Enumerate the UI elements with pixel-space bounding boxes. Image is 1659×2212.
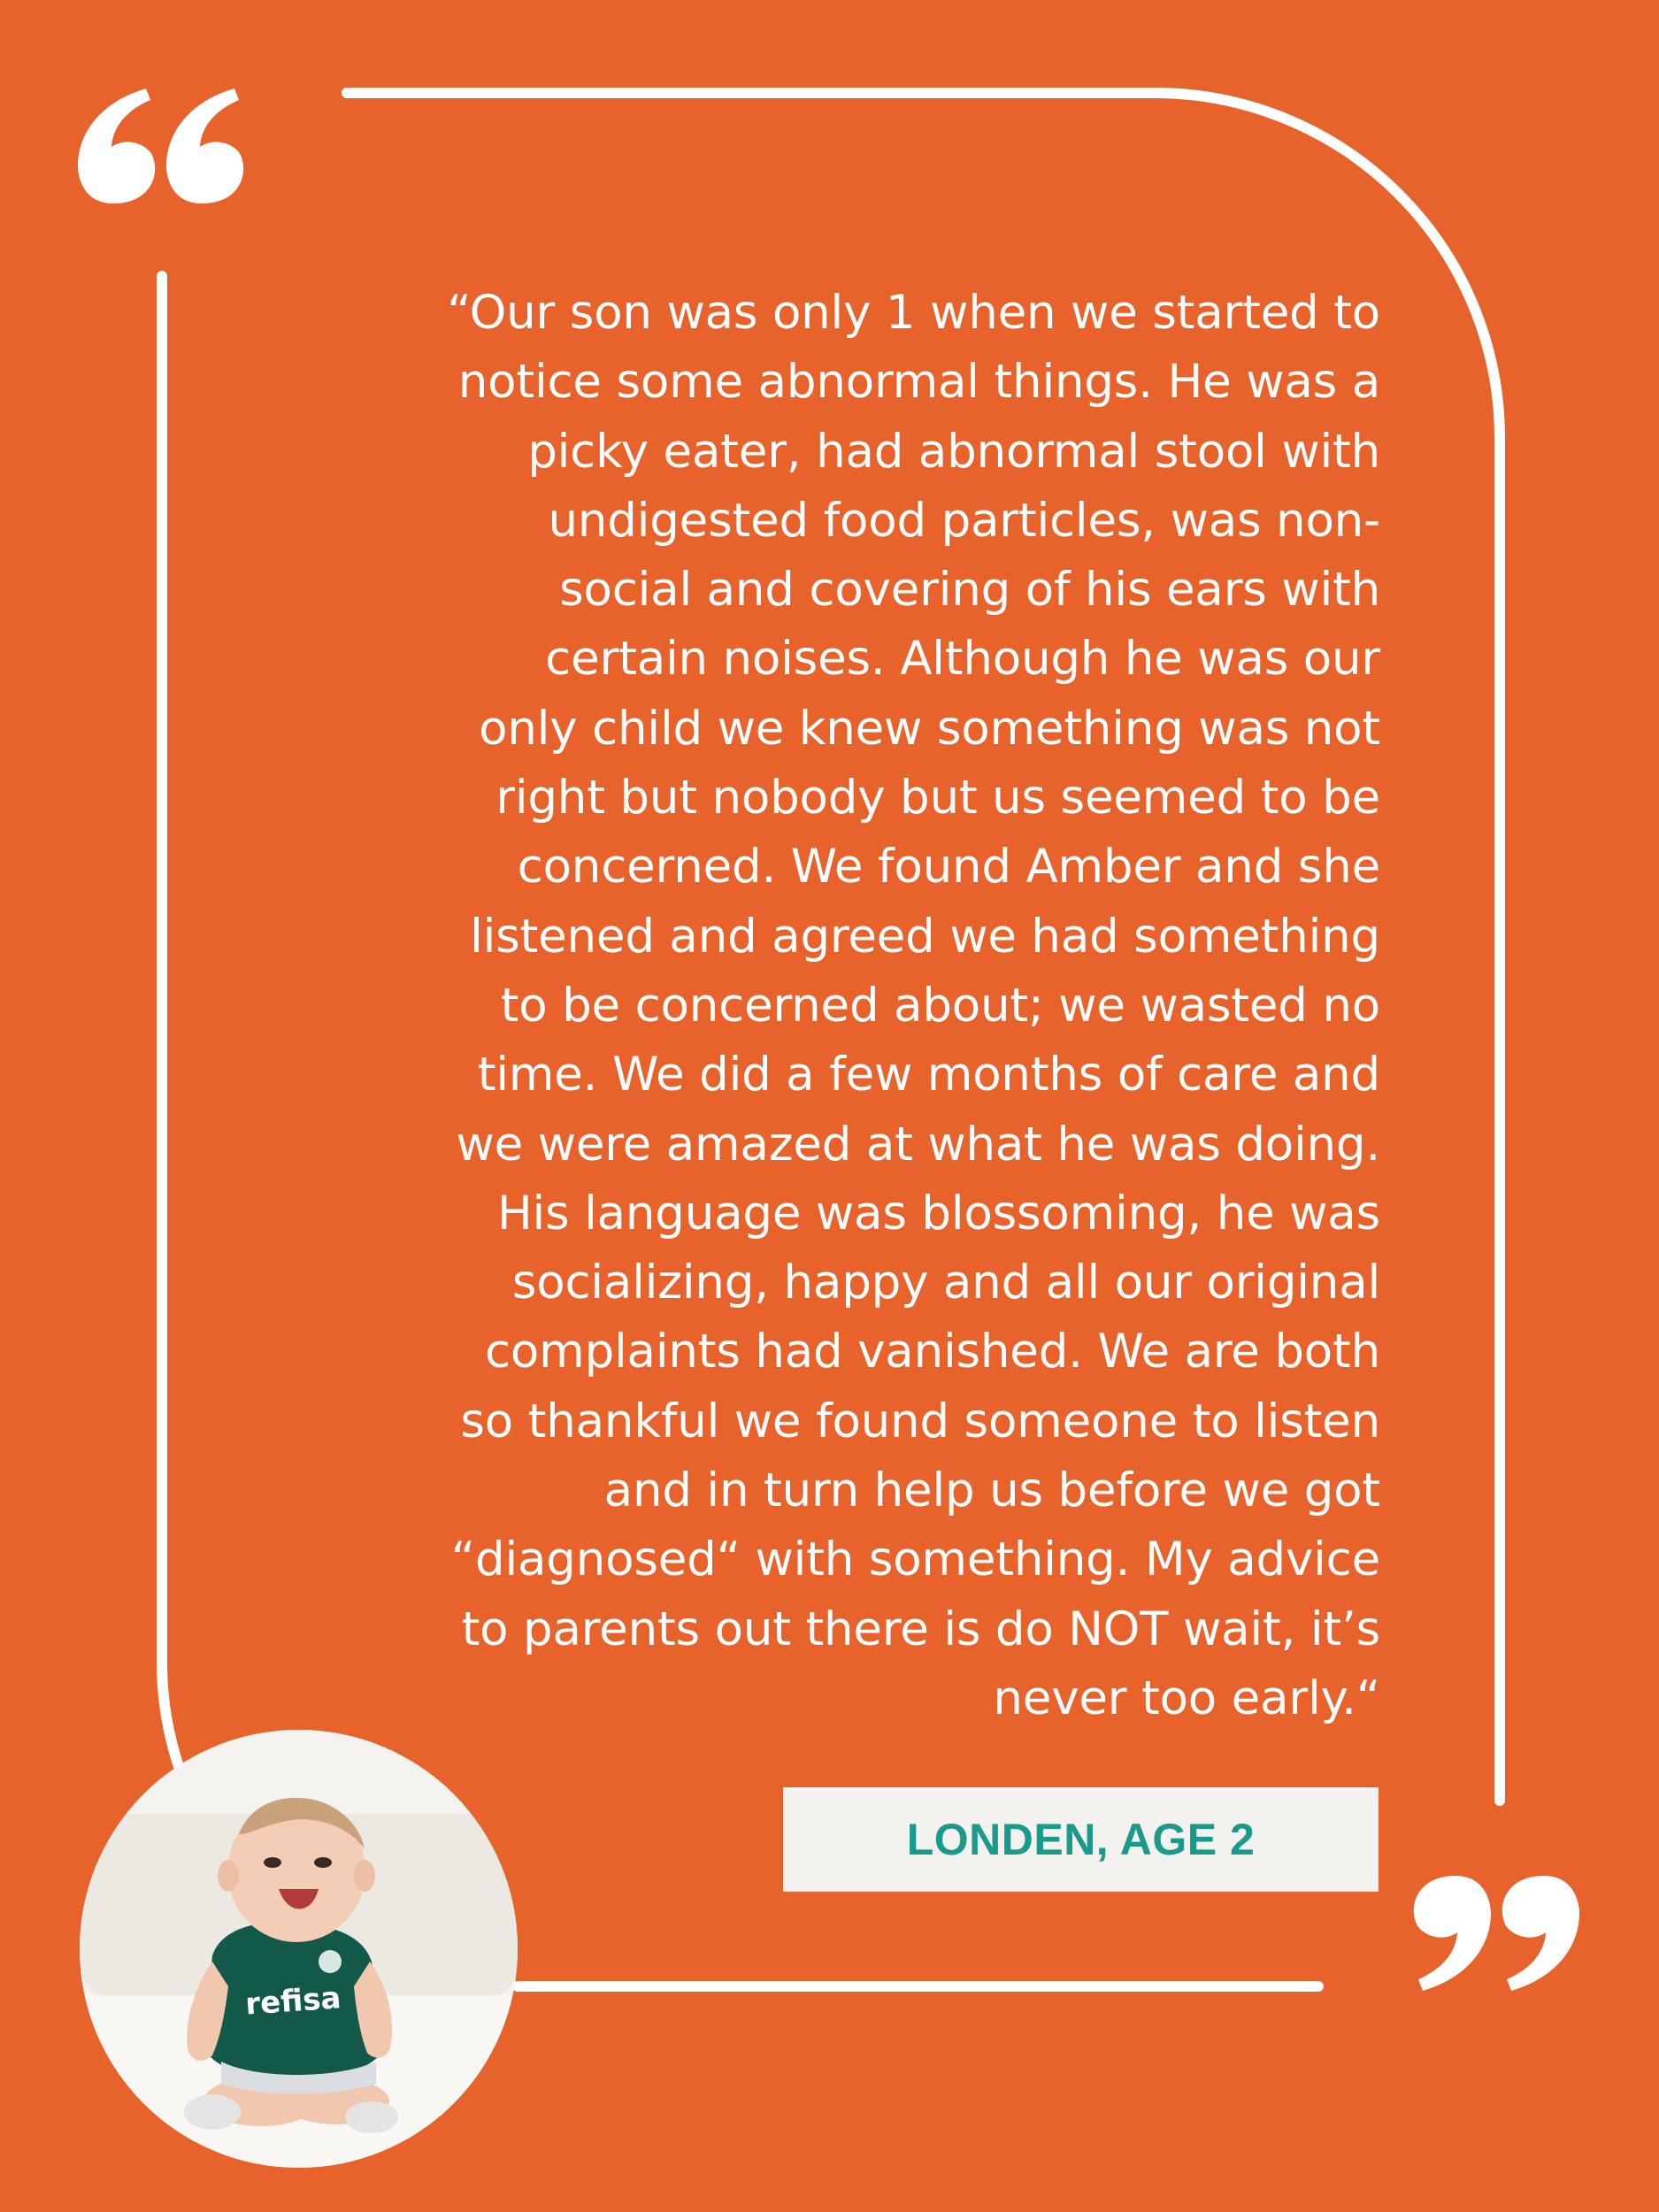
quote-line: listened and agreed we had something: [470, 909, 1380, 964]
name-badge: [783, 1787, 1379, 1892]
frame-line-left-bottom: [162, 276, 204, 1823]
quote-line: social and covering of his ears with: [559, 563, 1380, 618]
quote-line: certain noises. Although he was our: [545, 632, 1380, 687]
quote-line: only child we knew something was not: [479, 701, 1380, 756]
quote-line: and in turn help us before we got: [603, 1463, 1380, 1518]
quote-line: His language was blossoming, he was: [496, 1186, 1380, 1240]
quote-line: “Our son was only 1 when we started to: [447, 286, 1380, 340]
quote-line: so thankful we found someone to listen: [460, 1394, 1380, 1448]
testimonial-quote: [248, 279, 1380, 1733]
quote-line: picky eater, had abnormal stool with: [527, 424, 1380, 479]
quote-line: notice some abnormal things. He was a: [457, 355, 1380, 410]
child-photo: [80, 1730, 518, 2168]
quote-line: right but nobody but us seemed to be: [495, 771, 1380, 826]
quote-line: complaints had vanished. We are both: [484, 1325, 1380, 1379]
quote-line: to be concerned about; we wasted no: [500, 978, 1380, 1033]
jersey-text: refisa: [243, 1980, 342, 2023]
quote-line: we were amazed at what he was doing.: [456, 1117, 1380, 1171]
quote-line: concerned. We found Amber and she: [517, 840, 1380, 895]
quote-line: never too early.“: [993, 1671, 1380, 1725]
open-quote-icon: [78, 88, 243, 204]
quote-line: time. We did a few months of care and: [477, 1048, 1380, 1102]
child-photo-illustration: [80, 1730, 518, 2168]
close-quote-icon: [1414, 1876, 1579, 1991]
quote-line: undigested food particles, was non-: [548, 493, 1380, 548]
quote-line: socializing, happy and all our original: [511, 1256, 1380, 1310]
quote-line: “diagnosed“ with something. My advice: [450, 1532, 1380, 1587]
quote-line: to parents out there is do NOT wait, it’s: [461, 1601, 1380, 1656]
child-name-label: LONDEN, AGE 2: [906, 1815, 1256, 1864]
